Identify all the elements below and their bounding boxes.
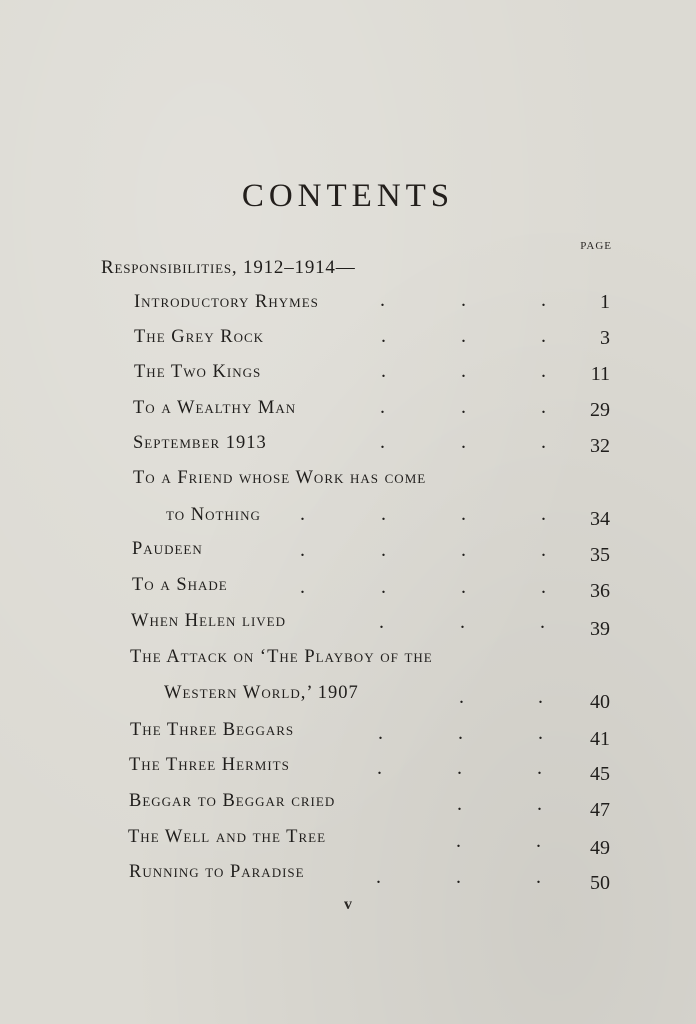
leader-dot: . <box>541 325 546 347</box>
section-heading: Responsibilities, 1912–1914— <box>101 257 356 278</box>
leader-dot: . <box>381 325 386 347</box>
leader-dot: . <box>379 611 384 633</box>
leader-dot: . <box>540 611 545 633</box>
toc-entry-page: 50 <box>590 872 610 894</box>
leader-dot: . <box>378 722 383 744</box>
leader-dot: . <box>536 866 541 888</box>
leader-dot: . <box>541 289 546 311</box>
leader-dot: . <box>461 325 466 347</box>
leader-dot: . <box>380 396 385 418</box>
toc-entry-title: The Well and the Tree <box>128 827 327 847</box>
toc-entry-page: 36 <box>590 580 610 602</box>
leader-dot: . <box>300 503 305 525</box>
leader-dot: . <box>461 576 466 598</box>
toc-entry-title: The Attack on ‘The Playboy of the <box>130 647 433 667</box>
leader-dot: . <box>377 757 382 779</box>
toc-entry-title: To a Wealthy Man <box>133 398 297 418</box>
toc-entry-page: 11 <box>590 363 610 385</box>
toc-entry-title: When Helen lived <box>131 611 286 631</box>
toc-entry-page: 34 <box>590 508 610 530</box>
leader-dot: . <box>300 539 305 561</box>
leader-dot: . <box>457 793 462 815</box>
leader-dot: . <box>537 757 542 779</box>
toc-entry-title: The Three Beggars <box>130 720 295 740</box>
leader-dot: . <box>541 396 546 418</box>
leader-dot: . <box>456 866 461 888</box>
toc-entry-title: To a Shade <box>132 575 228 595</box>
leader-dot: . <box>461 431 466 453</box>
leader-dot: . <box>381 503 386 525</box>
leader-dot: . <box>541 576 546 598</box>
leader-dot: . <box>461 396 466 418</box>
toc-entry-title-continued: Western World,’ 1907 <box>164 683 359 703</box>
toc-entry-page: 1 <box>600 291 610 313</box>
leader-dot: . <box>541 539 546 561</box>
leader-dot: . <box>461 289 466 311</box>
toc-entry-title: The Two Kings <box>134 362 262 382</box>
leader-dot: . <box>458 722 463 744</box>
page-column-label: PAGE <box>580 240 612 252</box>
toc-entry-page: 49 <box>590 837 610 859</box>
toc-entry-title: September 1913 <box>133 433 267 453</box>
toc-entry-title: Beggar to Beggar cried <box>129 791 336 811</box>
toc-entry-title: To a Friend whose Work has come <box>133 468 427 488</box>
toc-entry-page: 39 <box>590 618 610 640</box>
toc-entry-page: 41 <box>590 728 610 750</box>
leader-dot: . <box>541 431 546 453</box>
toc-entry-page: 29 <box>590 399 610 421</box>
leader-dot: . <box>537 793 542 815</box>
leader-dot: . <box>300 576 305 598</box>
toc-entry-page: 3 <box>600 327 610 349</box>
page-folio: v <box>344 896 352 913</box>
leader-dot: . <box>459 686 464 708</box>
leader-dot: . <box>381 576 386 598</box>
leader-dot: . <box>381 360 386 382</box>
toc-entry-page: 35 <box>590 544 610 566</box>
toc-entry-title: The Grey Rock <box>134 327 265 347</box>
toc-entry-title: Introductory Rhymes <box>134 292 319 312</box>
toc-entry-page: 47 <box>590 799 610 821</box>
leader-dot: . <box>376 866 381 888</box>
leader-dot: . <box>460 611 465 633</box>
toc-entry-page: 32 <box>590 435 610 457</box>
toc-entry-title: Paudeen <box>132 539 203 559</box>
leader-dot: . <box>461 360 466 382</box>
toc-entry-title-continued: to Nothing <box>166 505 261 525</box>
toc-entry-page: 40 <box>590 691 610 713</box>
leader-dot: . <box>380 289 385 311</box>
leader-dot: . <box>381 539 386 561</box>
toc-entry-page: 45 <box>590 763 610 785</box>
leader-dot: . <box>538 686 543 708</box>
leader-dot: . <box>541 503 546 525</box>
leader-dot: . <box>538 722 543 744</box>
toc-entry-title: The Three Hermits <box>129 755 290 775</box>
leader-dot: . <box>457 757 462 779</box>
leader-dot: . <box>456 830 461 852</box>
leader-dot: . <box>461 539 466 561</box>
leader-dot: . <box>461 503 466 525</box>
leader-dot: . <box>380 431 385 453</box>
toc-entry-title: Running to Paradise <box>129 862 305 882</box>
leader-dot: . <box>541 360 546 382</box>
leader-dot: . <box>536 830 541 852</box>
page-title: CONTENTS <box>241 178 455 214</box>
